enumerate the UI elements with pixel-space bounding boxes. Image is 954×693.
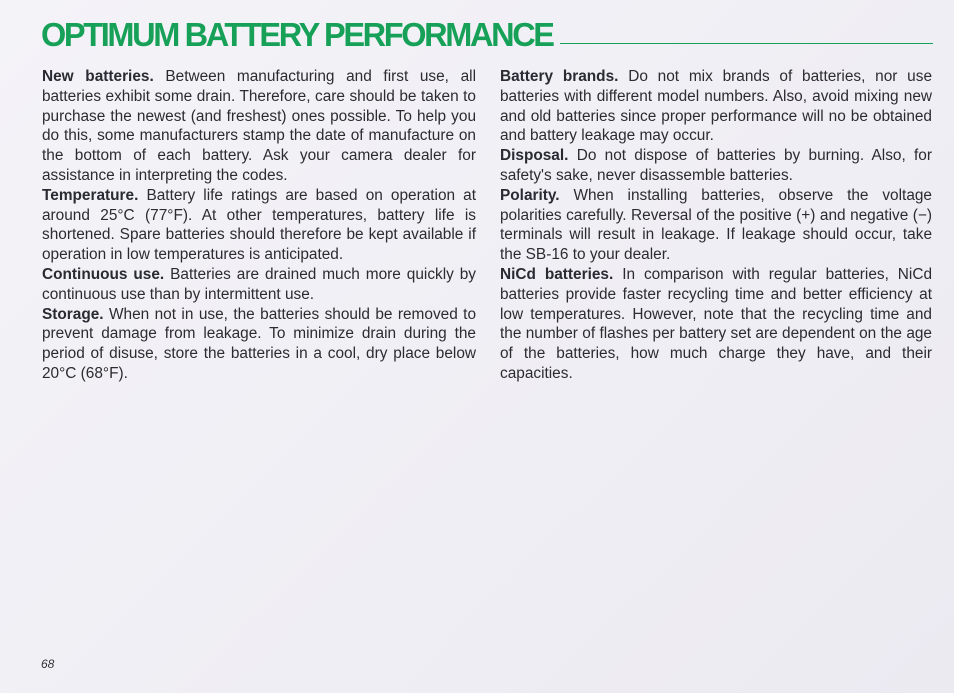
paragraph-heading: Continuous use. (42, 265, 165, 283)
paragraph-heading: Polarity. (500, 186, 560, 204)
paragraph-heading: NiCd batteries. (500, 265, 614, 283)
paragraph-temperature (42, 186, 476, 265)
paragraph-heading: Temperature. (42, 186, 139, 204)
section-header (41, 16, 933, 52)
paragraph-text: Battery life ratings are based on operation at around 25°C (77°F). At other temperatures, battery life is shortened. Spare batteries should therefore be kept available if operation in low temperatures is anticipated. (42, 186, 476, 264)
paragraph-battery-brands (500, 67, 932, 146)
paragraph-text: In comparison with regular batteries, NiCd batteries provide faster recycling time and better efficiency at low temperatures. However, note that the recycling time and the number of flashes per battery set are dependent on the age of the batteries, how much charge they have, and their capacities. (500, 265, 933, 382)
paragraph-text: Do not mix brands of batteries, nor use batteries with different model numbers. Also, avoid mixing new and old batteries since proper performance will no be obtained and battery leakage may occur. (500, 68, 932, 145)
paragraph-heading: Disposal. (500, 147, 569, 165)
paragraph-new-batteries (42, 67, 476, 186)
paragraph-heading: Battery brands. (500, 68, 619, 85)
paragraph-text: Batteries are drained much more quickly by continuous use than by intermittent use. (42, 265, 476, 303)
paragraph-heading: New batteries. (42, 68, 154, 85)
page-title: OPTIMUM BATTERY PERFORMANCE (41, 16, 553, 53)
paragraph-text: Between manufacturing and first use, all batteries exhibit some drain. Therefore, care should be taken to purchase the newest (and freshest) ones possible. To help you do this, some manufacturers stamp the date of manufacture on the bottom of each battery. Ask your camera dealer for assistance in interpreting the codes. (42, 68, 477, 184)
left-column (42, 67, 476, 384)
title-rule (560, 43, 933, 44)
paragraph-disposal (500, 146, 932, 186)
paragraph-text: When installing batteries, observe the voltage polarities carefully. Reversal of the positive (+) and negative (−) terminals will result in leakage. If leakage should occur, take the SB-16 to your dealer. (500, 186, 932, 264)
paragraph-text: Do not dispose of batteries by burning. Also, for safety's sake, never disassemble batteries. (500, 147, 932, 184)
paragraph-text: When not in use, the batteries should be removed to prevent damage from leakage. To minimize drain during the period of disuse, store the batteries in a cool, dry place below 20°C (68°F). (42, 305, 477, 382)
paragraph-continuous-use (42, 265, 476, 305)
right-column (500, 67, 932, 384)
paragraph-storage (42, 305, 476, 384)
paragraph-polarity (500, 186, 932, 265)
paragraph-nicd-batteries (500, 265, 932, 384)
paragraph-heading: Storage. (42, 305, 104, 323)
page-number: 68 (41, 657, 55, 671)
